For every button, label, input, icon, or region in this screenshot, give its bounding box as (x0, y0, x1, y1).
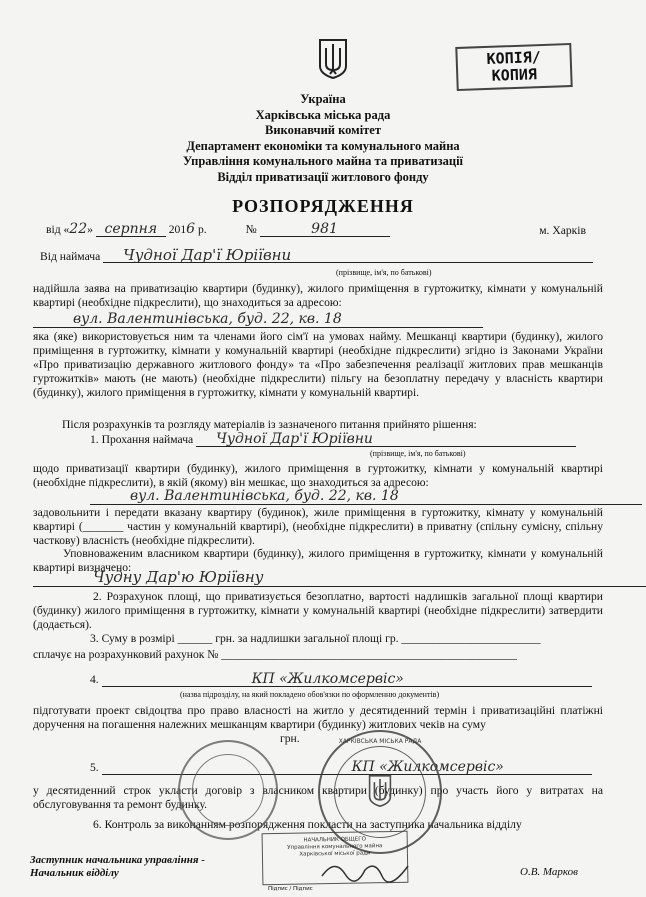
item1-address: вул. Валентинівська, буд. 22, кв. 18 (90, 488, 642, 505)
signature-role-line2: Начальник відділу (30, 867, 119, 879)
item3-line2: сплачує на розрахунковий рахунок № ___________________________________________________ (33, 648, 517, 661)
item1-text2: задовольнити і передати вказану квартиру (будинок), жиле приміщення в гуртожитку, кімнату у комунальній квартирі (_______ частин у комунальній квартирі), (необхідне підкреслити) в приватну (спільну сумісну, спільну часткову) власність (необхідне підкреслити). (33, 506, 603, 547)
item1-text1: щодо приватизації квартири (будинку), жилого приміщення в гуртожитку, кімнати у комунальній квартирі (необхідне підкреслити), в якій (якому) він мешкає, що знаходиться за адресою: (33, 462, 603, 489)
date-day: 22 (69, 221, 88, 237)
paragraph-1: надійшла заява на приватизацію квартири (будинку), жилого приміщення в гуртожитку, кімнати у комунальній квартирі (необхідне підкреслити), що знаходиться за адресою: (33, 282, 603, 309)
tenant-name: Чудної Дар'ї Юріївни (103, 248, 593, 263)
from-tenant-row: Від наймача Чудної Дар'ї Юріївни (40, 248, 600, 264)
item1-row: 1. Прохання наймача Чудної Дар'ї Юріївни (90, 432, 610, 447)
item3-line1: 3. Суму в розмірі ______ грн. за надлишки загальної площі гр. ________________________ (90, 632, 541, 645)
order-number: 981 (260, 222, 390, 237)
rect-stamp-sign: Підпис / Підпис (268, 886, 313, 892)
doc-header (0, 92, 646, 185)
signature-role-line1: Заступник начальника управління - (30, 854, 205, 866)
date-line: від «22» серпня 2016 р. № 981 м. Харків (46, 221, 586, 237)
header-directorate: Управління комунального майна та приватизації (182, 154, 464, 168)
tenant-caption: (прізвище, ім'я, по батькові) (336, 268, 432, 277)
trident-emblem-icon (318, 38, 348, 80)
item4-row: 4. КП «Жилкомсервіс» (90, 672, 610, 687)
item1-caption: (прізвище, ім'я, по батькові) (370, 449, 466, 458)
owner-name: Чудну Дар'ю Юріївну (33, 568, 646, 587)
date-month: серпня (96, 222, 166, 237)
rect-stamp-line1: НАЧАЛЬНИК ОБЩЕГО (303, 836, 366, 844)
round-stamp-left (178, 740, 278, 840)
header-country: Україна (300, 92, 346, 106)
copy-stamp-line2: КОПИЯ (491, 65, 538, 85)
item4-text: підготувати проект свідоцтва про право власності на житло у десятиденний термін і приватизаційні платіжні доручення на погашення належних мешканцям квартири (будинку) житлових чеків на суму (33, 704, 603, 731)
item1-text3: Уповноваженим власником квартири (будинку), жилого приміщення в гуртожитку, кімнати у комунальній квартирі визначено: (33, 547, 603, 574)
item1-name: Чудної Дар'ї Юріївни (196, 432, 576, 447)
item6-text: 6. Контроль за виконанням розпорядження покласти на заступника начальника відділу (93, 818, 522, 831)
item5-row: 5. КП «Жилкомсервіс» (90, 760, 610, 775)
item4-value: КП «Жилкомсервіс» (102, 672, 592, 687)
signature-role (30, 854, 205, 880)
number-label: № (245, 223, 257, 236)
copy-stamp-line1: КОПІЯ/ (486, 48, 542, 68)
address-handwritten: вул. Валентинівська, буд. 22, кв. 18 (33, 311, 483, 328)
paragraph-3: Після розрахунків та розгляду матеріалів із зазначеного питання прийнято рішення: (62, 418, 477, 431)
rect-stamp-line3: Харківської міської ради (299, 850, 371, 858)
signatory-name: О.В. Марков (520, 866, 578, 878)
item4-sum-label: грн. (280, 732, 300, 745)
item5-text: у десятиденний строк укласти договір з власником квартири (будинку) про участь його у витратах на обслуговування та ремонт будинку. (33, 784, 603, 811)
doc-title: РОЗПОРЯДЖЕННЯ (232, 196, 414, 216)
header-committee: Виконавчий комітет (265, 123, 381, 137)
item2-text: 2. Розрахунок площі, що приватизується безоплатно, вартості надлишків загальної площі квартири (будинку) жилого приміщення в гуртожитку, кімнати у комунальній квартирі (необхідне підкреслити) затвердити (додається). (33, 590, 603, 631)
header-division: Відділ приватизації житлового фонду (217, 169, 429, 184)
copy-stamp (455, 43, 572, 91)
stamp-caption: ХАРКІВСЬКА МІСЬКА РАДА (338, 738, 422, 745)
paragraph-2: яка (яке) використовується ним та членами його сім'ї на умовах найму. Мешканці квартири (будинку), жилого приміщення в гуртожитку, кімнати у комунальній квартирі (необхідне підкреслити) згідно із Законами України «Про приватизацію державного житлового фонду» та «Про забезпечення реалізації житлових прав мешканців гуртожитків» мають (не мають) (необхідне підкреслити) пільгу на безоплатну передачу у власність квартири (будинку), жилого приміщення в гуртожитку, кімнати у комунальній квартирі. (33, 330, 603, 399)
signature-scribble-icon (320, 856, 410, 891)
header-council: Харківська міська рада (255, 107, 391, 122)
item5-value: КП «Жилкомсервіс» (102, 760, 592, 775)
header-department: Департамент економіки та комунального майна (186, 138, 460, 153)
rect-stamp-line2: Управління комунального майна (287, 843, 383, 851)
city: м. Харків (539, 224, 586, 237)
item4-caption: (назва підрозділу, на який покладено обов'язки по оформленню документів) (180, 690, 440, 699)
stamp-trident-icon (368, 774, 392, 813)
